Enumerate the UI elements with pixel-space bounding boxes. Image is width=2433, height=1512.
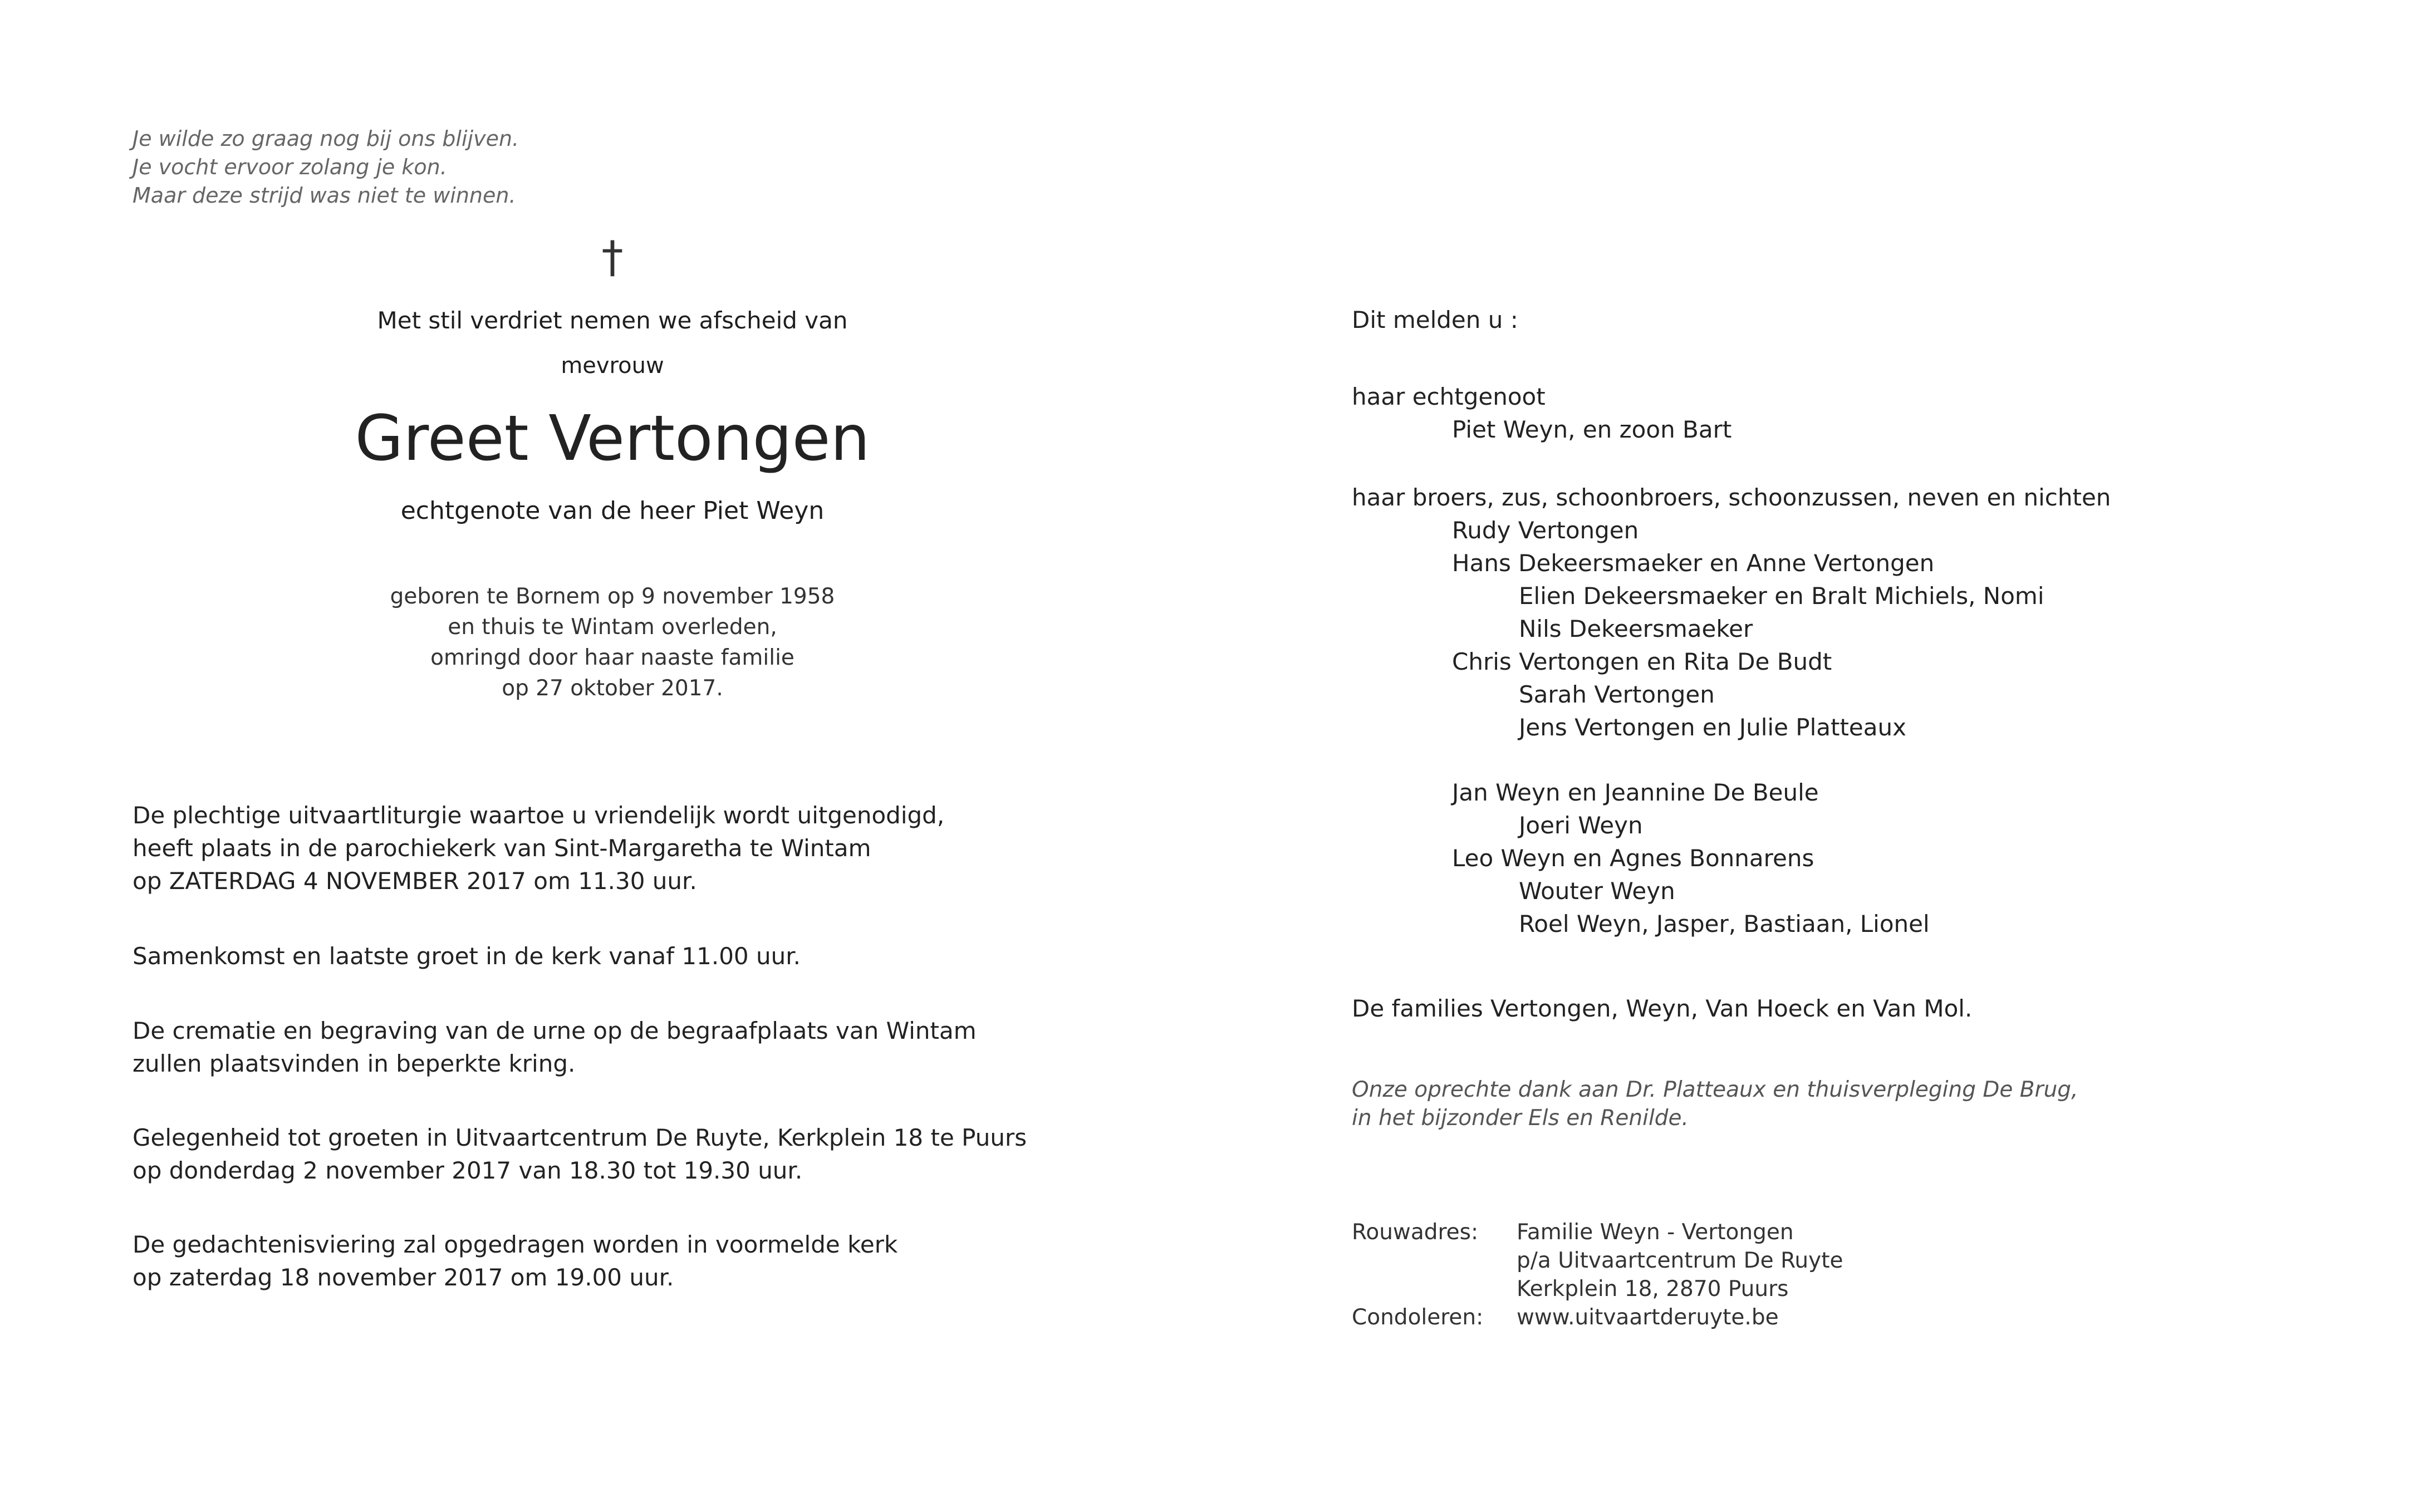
memorial-line: op zaterdag 18 november 2017 om 19.00 uur. bbox=[133, 1264, 674, 1291]
deceased-name: Greet Vertongen bbox=[355, 402, 870, 475]
families-line: De families Vertongen, Weyn, Van Hoeck en Van Mol. bbox=[1352, 995, 1973, 1022]
memorial-line: De gedachtenisviering zal opgedragen worden in voormelde kerk bbox=[133, 1231, 898, 1258]
cremation-line: zullen plaatsvinden in beperkte kring. bbox=[133, 1050, 576, 1077]
condolences-label: Condoleren: bbox=[1352, 1305, 1484, 1330]
husband-name: Piet Weyn, en zoon Bart bbox=[1452, 416, 1732, 443]
thanks-note bbox=[1352, 1076, 2078, 1132]
family-member: Sarah Vertongen bbox=[1519, 681, 1715, 708]
birth-line: geboren te Bornem op 9 november 1958 bbox=[390, 584, 835, 609]
liturgy-line: De plechtige uitvaartliturgie waartoe u vriendelijk wordt uitgenodigd, bbox=[133, 802, 945, 829]
liturgy-line: op ZATERDAG 4 NOVEMBER 2017 om 11.30 uur. bbox=[133, 867, 697, 895]
husband-label: haar echtgenoot bbox=[1352, 383, 1546, 410]
family-member: Elien Dekeersmaeker en Bralt Michiels, Nomi bbox=[1519, 582, 2044, 610]
honorific: mevrouw bbox=[561, 353, 664, 379]
thanks-line: Onze oprechte dank aan Dr. Platteaux en thuisverpleging De Brug, bbox=[1352, 1077, 2078, 1102]
cremation-line: De crematie en begraving van de urne op de begraafplaats van Wintam bbox=[133, 1017, 977, 1044]
siblings-block bbox=[1352, 481, 2111, 744]
husband-block bbox=[1352, 380, 1731, 446]
family-member: Jan Weyn en Jeannine De Beule bbox=[1452, 779, 1819, 806]
visit-line: Gelegenheid tot groeten in Uitvaartcentrum De Ruyte, Kerkplein 18 te Puurs bbox=[133, 1124, 1027, 1151]
birth-line: omringd door haar naaste familie bbox=[430, 645, 794, 670]
address-line: Kerkplein 18, 2870 Puurs bbox=[1517, 1277, 1789, 1302]
family-member: Roel Weyn, Jasper, Bastiaan, Lionel bbox=[1519, 910, 1930, 937]
family-member: Rudy Vertongen bbox=[1452, 517, 1639, 544]
birth-line: en thuis te Wintam overleden, bbox=[448, 615, 777, 640]
address-line: p/a Uitvaartcentrum De Ruyte bbox=[1517, 1248, 1843, 1273]
liturgy-line: heeft plaats in de parochiekerk van Sint-Margaretha te Wintam bbox=[133, 834, 871, 862]
cross-icon: † bbox=[601, 233, 624, 283]
family-member: Leo Weyn en Agnes Bonnarens bbox=[1452, 845, 1814, 872]
family-member: Joeri Weyn bbox=[1519, 812, 1643, 839]
address-block bbox=[1352, 1218, 1843, 1332]
cremation-paragraph bbox=[133, 1014, 977, 1080]
family-member: Wouter Weyn bbox=[1519, 877, 1675, 905]
address-line: Familie Weyn - Vertongen bbox=[1517, 1220, 1794, 1245]
family-member: Nils Dekeersmaeker bbox=[1519, 615, 1753, 642]
poem-line: Je vocht ervoor zolang je kon. bbox=[133, 155, 447, 179]
liturgy-paragraph bbox=[133, 799, 944, 897]
spouse-line: echtgenote van de heer Piet Weyn bbox=[400, 497, 825, 525]
intro-text: Met stil verdriet nemen we afscheid van bbox=[377, 307, 848, 334]
visit-paragraph bbox=[133, 1121, 1027, 1187]
birth-line: op 27 oktober 2017. bbox=[502, 676, 723, 701]
siblings-label: haar broers, zus, schoonbroers, schoonzussen, neven en nichten bbox=[1352, 484, 2111, 511]
visit-line: op donderdag 2 november 2017 van 18.30 tot 19.30 uur. bbox=[133, 1157, 803, 1184]
family-member: Hans Dekeersmaeker en Anne Vertongen bbox=[1452, 549, 1935, 577]
gathering-line: Samenkomst en laatste groet in de kerk vanaf 11.00 uur. bbox=[133, 942, 801, 970]
address-label: Rouwadres: bbox=[1352, 1220, 1479, 1245]
poem-line: Maar deze strijd was niet te winnen. bbox=[133, 183, 516, 208]
condolences-website-link[interactable]: www.uitvaartderuyte.be bbox=[1517, 1305, 1779, 1330]
gathering-paragraph bbox=[133, 940, 801, 973]
birth-death-details bbox=[262, 581, 963, 704]
memorial-paragraph bbox=[133, 1228, 897, 1294]
opening-poem bbox=[133, 125, 519, 210]
poem-line: Je wilde zo graag nog bij ons blijven. bbox=[133, 126, 519, 151]
announce-text: Dit melden u : bbox=[1352, 306, 1518, 333]
weyn-family-block bbox=[1352, 776, 1930, 940]
family-member: Jens Vertongen en Julie Platteaux bbox=[1519, 714, 1906, 741]
family-member: Chris Vertongen en Rita De Budt bbox=[1452, 648, 1832, 675]
thanks-line: in het bijzonder Els en Renilde. bbox=[1352, 1106, 1689, 1131]
